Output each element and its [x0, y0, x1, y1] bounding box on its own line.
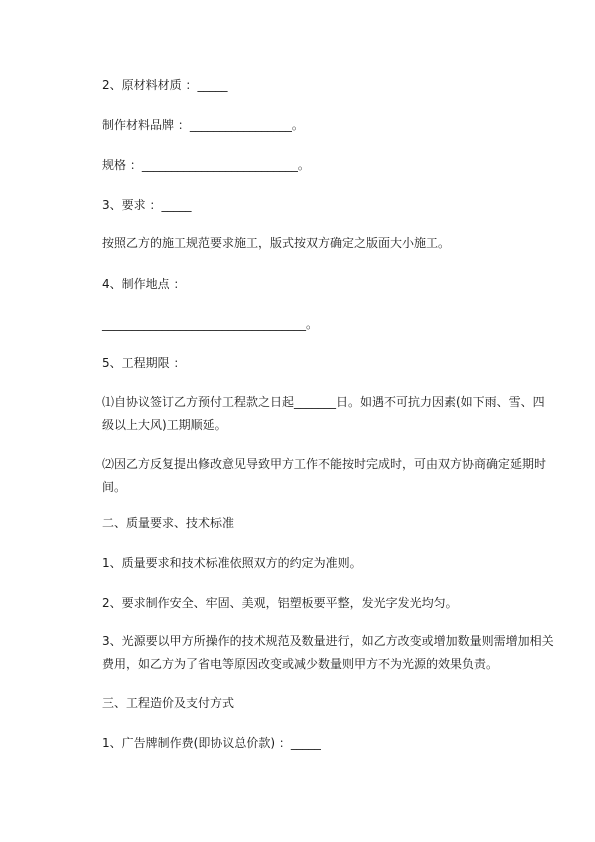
- price-heading: 三、工程造价及支付方式: [102, 696, 235, 710]
- location-blank-line: __________________________________。: [102, 317, 319, 331]
- quality-item-3: 3、光源要以甲方所操作的技术规范及数量进行，如乙方改变或增加数量则需增加相关费用，如乙方为了省电等原因改变或减少数量则甲方不为光源的效果负责。: [102, 634, 554, 671]
- quality-item-2: 2、要求制作安全、牢固、美观，铝塑板要平整，发光字发光均匀。: [102, 596, 458, 610]
- requirement-body: 按照乙方的施工规范要求施工，版式按双方确定之版面大小施工。: [102, 236, 451, 250]
- requirement-line: 3、要求 ：_____: [102, 198, 192, 212]
- period-item-2: ⑵因乙方反复提出修改意见导致甲方工作不能按时完成时，可由双方协商确定延期时间。: [102, 457, 547, 494]
- quality-heading: 二、质量要求、技术标准: [102, 516, 235, 530]
- brand-line: 制作材料品牌 ：_________________。: [102, 118, 304, 132]
- price-item-1: 1、广告牌制作费(即协议总价款) ：_____: [102, 736, 321, 750]
- location-line: 4、制作地点 ：: [102, 277, 186, 291]
- raw-material-line: 2、原材料材质 ：_____: [102, 78, 228, 92]
- spec-line: 规格 ：__________________________。: [102, 158, 310, 172]
- period-line: 5、工程期限 ：: [102, 356, 186, 370]
- quality-item-1: 1、质量要求和技术标准依照双方的约定为准则。: [102, 556, 362, 570]
- period-item-1: ⑴自协议签订乙方预付工程款之日起_______日。如遇不可抗力因素(如下雨、雪、四级以上大风)工期顺延。: [102, 395, 545, 432]
